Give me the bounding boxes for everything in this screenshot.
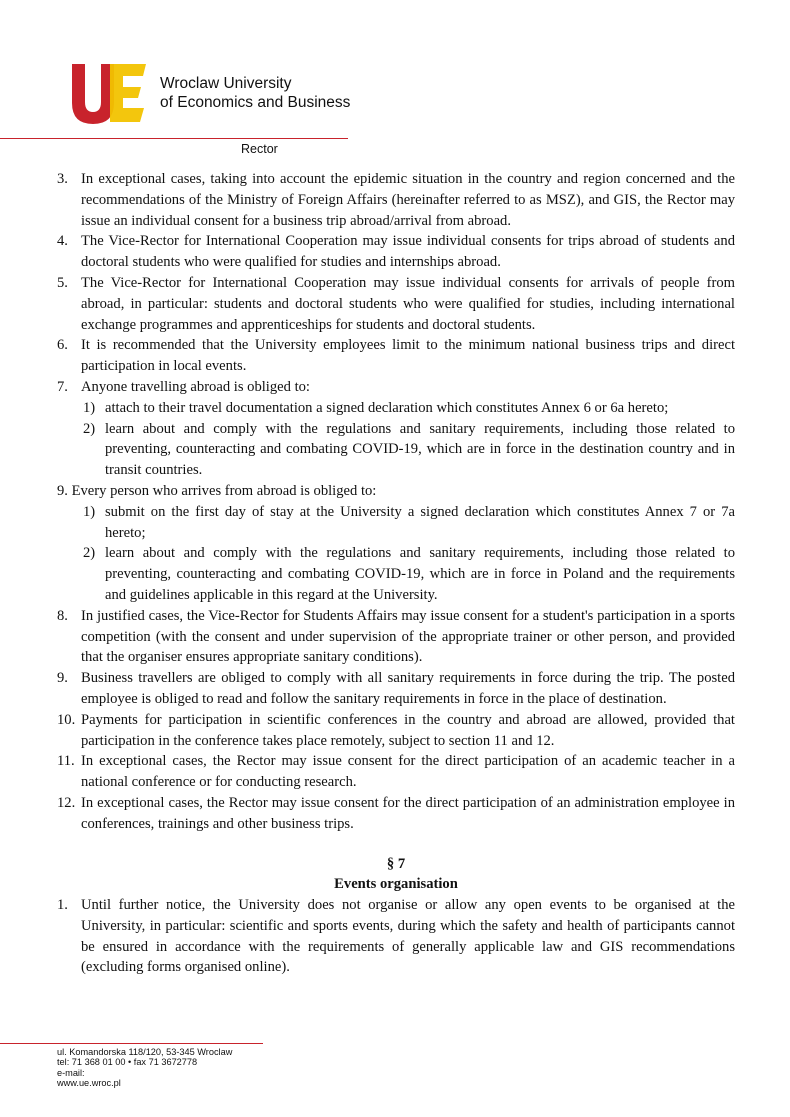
university-logo [70,62,146,126]
item-number: 7. [57,378,68,395]
header-divider [0,138,348,139]
sub-list-item [57,398,735,419]
document-body [57,169,735,978]
item-number: 1. [57,897,68,914]
sub-item-text: submit on the first day of stay at the University a signed declaration which constitutes Annex 7 or 7a hereto; [105,503,735,541]
item-text: The Vice-Rector for International Cooperation may issue individual consents for trips abroad of students and doctoral students who were qualified for studies and internships abroad. [81,233,735,271]
item-text: Anyone travelling abroad is obliged to: [81,378,310,395]
university-name [160,74,350,112]
list-item [57,668,735,710]
item-text: Until further notice, the University does not organise or allow any open events to be organised at the University, in particular: scientific and sports events, during which the safety and health of participants cannot be ensured in accordance with the requirements of generally applicable law and GIS recommendations (excluding forms organised online). [81,897,735,976]
list-item [57,169,735,231]
sub-item-number: 2) [83,420,96,437]
item-number: 4. [57,233,68,250]
list-item [57,895,735,978]
item-number: 9. [57,670,68,687]
item-number: 5. [57,274,68,291]
spacer [57,835,735,854]
university-name-line1: Wroclaw University [160,75,292,92]
list-item [57,377,735,398]
list-item [57,231,735,273]
item-text: In exceptional cases, the Rector may issue consent for the direct participation of an administration employee in conferences, trainings and other business trips. [81,794,735,832]
item-number: 3. [57,171,68,187]
item-text: In exceptional cases, taking into account the epidemic situation in the country and region concerned and the recommendations of the Ministry of Foreign Affairs (hereinafter referred to as MSZ), and GIS, the Rector may issue an individual consent for a business trip abroad/arrival from abroad. [81,171,735,229]
sub-item-number: 1) [83,399,96,416]
item-text: Business travellers are obliged to comply with all sanitary requirements in force during the trip. The posted employee is obliged to read and follow the sanitary requirements in force in the place of destination. [81,670,735,707]
item-number: 8. [57,607,68,624]
sub-item-text: attach to their travel documentation a signed declaration which constitutes Annex 6 or 6a hereto; [105,399,669,416]
list-item [57,751,735,793]
item-text: In exceptional cases, the Rector may issue consent for the direct participation of an academic teacher in a national conference or for conducting research. [81,753,735,791]
list-item [57,273,735,335]
footer-phone: tel: 71 368 01 00 • fax 71 3672778 [57,1057,198,1068]
item-text: In justified cases, the Vice-Rector for Students Affairs may issue consent for a student's participation in a sports competition (with the consent and under supervision of the appropriate trainer or other person, and provided that the organiser ensures appropriate sanitary conditions). [81,607,735,666]
item-number: 10. [57,711,76,728]
list-item [57,710,735,752]
university-name-line2: of Economics and Business [160,94,351,111]
item-text: It is recommended that the University employees limit to the minimum national business trips and direct participation in local events. [81,337,735,375]
item-number: 11. [57,753,75,770]
sub-item-text: learn about and comply with the regulations and sanitary requirements, including those related to preventing, counteracting and combating COVID-19, which are in force in the destination country and in transit countries. [105,420,735,479]
footer-divider [0,1043,263,1044]
sub-list-item [57,543,735,605]
section-title: Events organisation [334,876,458,893]
item-number: 6. [57,337,68,354]
list-item [57,793,735,835]
sub-item-number: 1) [83,503,96,520]
item-9-intro: 9. Every person who arrives from abroad is obliged to: [57,482,377,499]
sub-list-item [57,502,735,544]
sub-item-text: learn about and comply with the regulations and sanitary requirements, including those related to preventing, counteracting and combating COVID-19, which are in force in Poland and the requirements and guidelines applicable in this regard at the University. [105,545,735,603]
list-item [57,335,735,377]
sub-list-item [57,419,735,481]
item-text: The Vice-Rector for International Cooperation may issue individual consents for arrivals of people from abroad, in particular: students and doctoral students who were qualified for studies, including international exchange programmes and apprenticeships for students and doctoral students. [81,274,735,333]
section-number: § 7 [386,855,406,872]
footer [57,1047,232,1089]
header-subtitle: Rector [241,142,278,156]
footer-website-link[interactable]: www.ue.wroc.pl [57,1078,121,1089]
item-text: Payments for participation in scientific conferences in the country and abroad are allowed, provided that participation in the conference takes place remotely, subject to section 11 and 12. [81,711,735,749]
sub-item-number: 2) [83,545,96,562]
item-number: 12. [57,794,76,811]
footer-email: e-mail: [57,1067,85,1078]
footer-address: ul. Komandorska 118/120, 53-345 Wroclaw [57,1047,233,1057]
list-item [57,606,735,668]
